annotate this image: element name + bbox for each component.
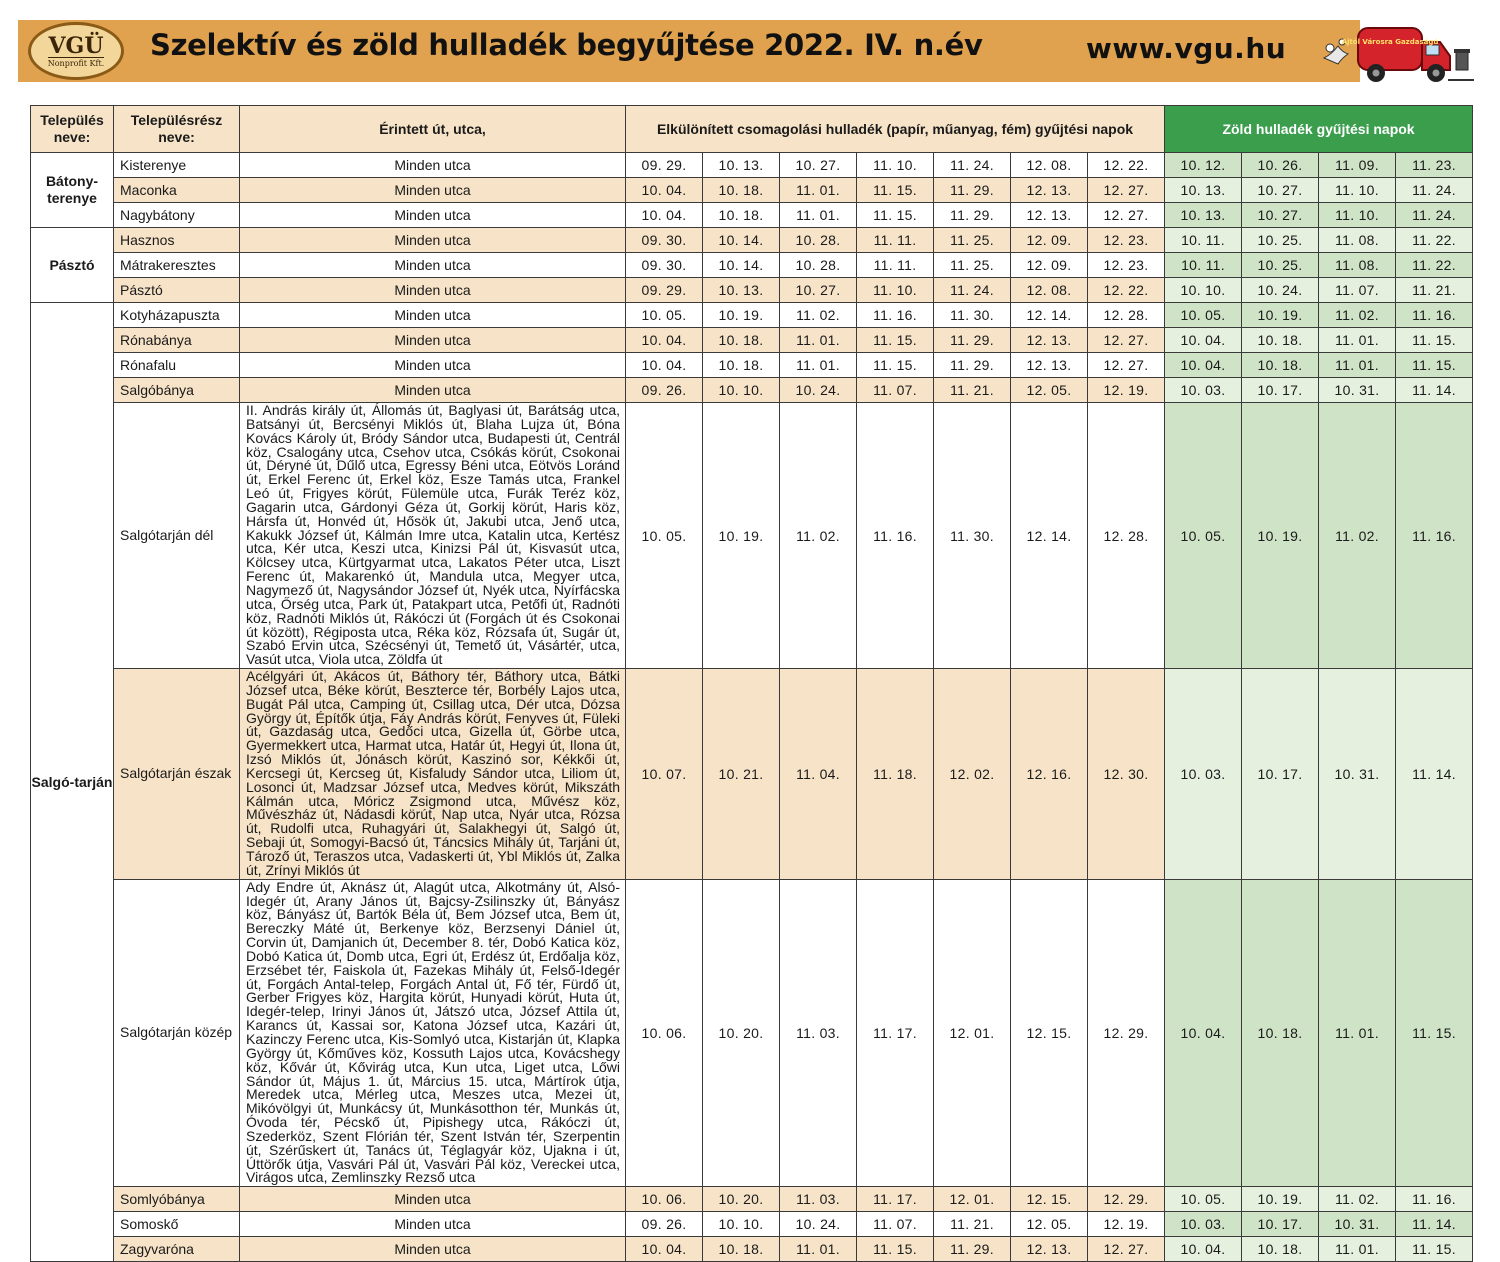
settlement-part-name: Rónafalu bbox=[114, 353, 240, 378]
packaging-collection-date: 12. 29. bbox=[1088, 879, 1165, 1187]
green-collection-date: 11. 24. bbox=[1396, 178, 1473, 203]
green-collection-date: 11. 08. bbox=[1319, 253, 1396, 278]
packaging-collection-date: 11. 25. bbox=[934, 228, 1011, 253]
packaging-collection-date: 09. 26. bbox=[626, 378, 703, 403]
packaging-collection-date: 11. 03. bbox=[780, 879, 857, 1187]
green-collection-date: 10. 31. bbox=[1319, 378, 1396, 403]
packaging-collection-date: 12. 09. bbox=[1011, 253, 1088, 278]
packaging-collection-date: 12. 27. bbox=[1088, 203, 1165, 228]
packaging-collection-date: 11. 15. bbox=[857, 353, 934, 378]
packaging-collection-date: 11. 03. bbox=[780, 1187, 857, 1212]
garbage-truck-icon bbox=[1316, 18, 1476, 86]
packaging-collection-date: 10. 18. bbox=[703, 328, 780, 353]
packaging-collection-date: 12. 27. bbox=[1088, 178, 1165, 203]
header-settlement: Település neve: bbox=[31, 106, 114, 153]
packaging-collection-date: 12. 02. bbox=[934, 669, 1011, 880]
green-collection-date: 10. 19. bbox=[1242, 403, 1319, 669]
table-header-row bbox=[31, 106, 1473, 153]
packaging-collection-date: 10. 10. bbox=[703, 1212, 780, 1237]
packaging-collection-date: 12. 15. bbox=[1011, 1187, 1088, 1212]
green-collection-date: 11. 15. bbox=[1396, 353, 1473, 378]
packaging-collection-date: 12. 14. bbox=[1011, 403, 1088, 669]
packaging-collection-date: 12. 28. bbox=[1088, 403, 1165, 669]
green-collection-date: 10. 13. bbox=[1165, 178, 1242, 203]
packaging-collection-date: 10. 27. bbox=[780, 278, 857, 303]
packaging-collection-date: 10. 20. bbox=[703, 1187, 780, 1212]
packaging-collection-date: 11. 01. bbox=[780, 353, 857, 378]
settlement-part-name: Hasznos bbox=[114, 228, 240, 253]
packaging-collection-date: 11. 04. bbox=[780, 669, 857, 880]
packaging-collection-date: 10. 13. bbox=[703, 153, 780, 178]
settlement-name: Bátony-terenye bbox=[31, 153, 114, 228]
affected-streets: Acélgyári út, Akácos út, Báthory tér, Báthory utca, Bátki József utca, Béke körút, Beszterce tér, Borbély Lajos utca, Bugát Pál utca, Camping út, Csillag utca, Dér utca, Dózsa György út, Építők útja, Fáy András körút, Fenyves út, Füleki út, Gazdaság utca, Gedőci utca, Gizella út, Görbe utca, Gyermekkert utca, Harmat utca, Határ út, Hegyi út, Ilona út, Izsó Miklós út, Jónásch körút, Kaszinó sor, Kékkői út, Kercsegi út, Kercseg út, Kisfaludy Sándor utca, Liliom út, Losonci út, Madzsar József utca, Medves körút, Mikszáth Kálmán utca, Móricz Zsigmond utca, Művész köz, Művészház út, Nádasdi körút, Nap utca, Nyár utca, Rózsa út, Rudolfi utca, Ruhagyári út, Salakhegyi út, Salgó út, Sebaji út, Somogyi-Bacsó út, Táncsics Mihály út, Tarjáni út, Tároző út, Teraszos utca, Vadaskerti út, Ybl Miklós út, Zalka út, Zrínyi Miklós út bbox=[240, 669, 626, 880]
packaging-collection-date: 09. 30. bbox=[626, 228, 703, 253]
packaging-collection-date: 12. 09. bbox=[1011, 228, 1088, 253]
table-row bbox=[31, 203, 1473, 228]
packaging-collection-date: 11. 21. bbox=[934, 378, 1011, 403]
packaging-collection-date: 10. 06. bbox=[626, 879, 703, 1187]
packaging-collection-date: 10. 07. bbox=[626, 669, 703, 880]
packaging-collection-date: 11. 02. bbox=[780, 403, 857, 669]
packaging-collection-date: 11. 11. bbox=[857, 228, 934, 253]
packaging-collection-date: 11. 25. bbox=[934, 253, 1011, 278]
packaging-collection-date: 12. 13. bbox=[1011, 203, 1088, 228]
green-collection-date: 10. 31. bbox=[1319, 669, 1396, 880]
affected-streets: Minden utca bbox=[240, 228, 626, 253]
packaging-collection-date: 10. 06. bbox=[626, 1187, 703, 1212]
green-collection-date: 10. 10. bbox=[1165, 278, 1242, 303]
packaging-collection-date: 11. 10. bbox=[857, 278, 934, 303]
settlement-part-name: Mátrakeresztes bbox=[114, 253, 240, 278]
packaging-collection-date: 11. 02. bbox=[780, 303, 857, 328]
green-collection-date: 11. 02. bbox=[1319, 1187, 1396, 1212]
website-url[interactable]: www.vgu.hu bbox=[1086, 32, 1287, 65]
packaging-collection-date: 10. 13. bbox=[703, 278, 780, 303]
packaging-collection-date: 11. 07. bbox=[857, 378, 934, 403]
packaging-collection-date: 09. 30. bbox=[626, 253, 703, 278]
table-row bbox=[31, 378, 1473, 403]
settlement-part-name: Salgótarján közép bbox=[114, 879, 240, 1187]
settlement-part-name: Nagybátony bbox=[114, 203, 240, 228]
table-row bbox=[31, 1212, 1473, 1237]
packaging-collection-date: 10. 14. bbox=[703, 228, 780, 253]
affected-streets: Minden utca bbox=[240, 1212, 626, 1237]
packaging-collection-date: 11. 29. bbox=[934, 203, 1011, 228]
green-collection-date: 11. 01. bbox=[1319, 353, 1396, 378]
packaging-collection-date: 10. 04. bbox=[626, 328, 703, 353]
packaging-collection-date: 10. 04. bbox=[626, 1237, 703, 1262]
settlement-part-name: Kisterenye bbox=[114, 153, 240, 178]
packaging-collection-date: 12. 01. bbox=[934, 879, 1011, 1187]
packaging-collection-date: 11. 15. bbox=[857, 1237, 934, 1262]
packaging-collection-date: 11. 01. bbox=[780, 328, 857, 353]
packaging-collection-date: 12. 19. bbox=[1088, 1212, 1165, 1237]
green-collection-date: 11. 15. bbox=[1396, 328, 1473, 353]
packaging-collection-date: 10. 14. bbox=[703, 253, 780, 278]
green-collection-date: 11. 16. bbox=[1396, 303, 1473, 328]
green-collection-date: 10. 03. bbox=[1165, 378, 1242, 403]
packaging-collection-date: 11. 17. bbox=[857, 1187, 934, 1212]
green-collection-date: 11. 01. bbox=[1319, 1237, 1396, 1262]
packaging-collection-date: 11. 16. bbox=[857, 403, 934, 669]
packaging-collection-date: 12. 22. bbox=[1088, 278, 1165, 303]
packaging-collection-date: 12. 27. bbox=[1088, 328, 1165, 353]
affected-streets: II. András király út, Állomás út, Baglyasi út, Barátság utca, Batsányi út, Bercsényi Miklós út, Blaha Lujza út, Bóna Kovács Károly út, Bródy Sándor utca, Budapesti út, Centrál köz, Csalogány utca, Csehov utca, Csókás körút, Csokonai út, Déryné út, Dűlő utca, Egressy Béni utca, Eötvös Loránd út, Erkel Ferenc út, Erkel köz, Esze Tamás utca, Frankel Leó út, Frigyes körút, Fülemüle utca, Furák Teréz köz, Gagarin utca, Gárdonyi Géza út, Gorkij körút, Haris köz, Hársfa út, Honvéd út, Hősök út, Jakubi utca, Jenő utca, Kakukk József út, Kálmán Imre utca, Katalin utca, Kertész utca, Kér utca, Keszi utca, Kinizsi Pál út, Kisvasút utca, Kölcsey utca, Kürtgyarmat utca, Lakatos Péter utca, Liszt Ferenc út, Makarenkó út, Mandula utca, Megyer utca, Nagymező út, Nagysándor József út, Nyék utca, Nyírfácska utca, Őrség utca, Park út, Patakpart utca, Petőfi út, Radnóti köz, Radnóti Miklós út, Rákóczi út (Forgách út és Csokonai út között), Régiposta utca, Réka köz, Rózsafa út, Sugár út, Szabó Ervin utca, Szécsényi út, Temető út, Vásártér, utca, Vasút utca, Viola utca, Zöldfa út bbox=[240, 403, 626, 669]
green-collection-date: 10. 27. bbox=[1242, 203, 1319, 228]
packaging-collection-date: 11. 01. bbox=[780, 203, 857, 228]
green-collection-date: 11. 14. bbox=[1396, 1212, 1473, 1237]
green-collection-date: 11. 10. bbox=[1319, 203, 1396, 228]
green-collection-date: 11. 07. bbox=[1319, 278, 1396, 303]
settlement-part-name: Maconka bbox=[114, 178, 240, 203]
green-collection-date: 10. 13. bbox=[1165, 203, 1242, 228]
logo-text: VGÜ bbox=[48, 32, 104, 59]
truck-text: Ajtól Városra Gazdaságú bbox=[1341, 38, 1439, 46]
packaging-collection-date: 12. 19. bbox=[1088, 378, 1165, 403]
settlement-part-name: Zagyvaróna bbox=[114, 1237, 240, 1262]
green-collection-date: 11. 02. bbox=[1319, 403, 1396, 669]
affected-streets: Minden utca bbox=[240, 153, 626, 178]
packaging-collection-date: 12. 27. bbox=[1088, 353, 1165, 378]
table-row bbox=[31, 1187, 1473, 1212]
packaging-collection-date: 12. 08. bbox=[1011, 153, 1088, 178]
green-collection-date: 10. 05. bbox=[1165, 403, 1242, 669]
packaging-collection-date: 12. 23. bbox=[1088, 228, 1165, 253]
packaging-collection-date: 11. 21. bbox=[934, 1212, 1011, 1237]
green-collection-date: 10. 05. bbox=[1165, 303, 1242, 328]
settlement-part-name: Rónabánya bbox=[114, 328, 240, 353]
green-collection-date: 10. 25. bbox=[1242, 228, 1319, 253]
green-collection-date: 11. 01. bbox=[1319, 879, 1396, 1187]
green-collection-date: 10. 03. bbox=[1165, 669, 1242, 880]
packaging-collection-date: 10. 10. bbox=[703, 378, 780, 403]
affected-streets: Minden utca bbox=[240, 328, 626, 353]
packaging-collection-date: 11. 11. bbox=[857, 253, 934, 278]
packaging-collection-date: 10. 04. bbox=[626, 353, 703, 378]
green-collection-date: 10. 19. bbox=[1242, 303, 1319, 328]
table-row bbox=[31, 278, 1473, 303]
packaging-collection-date: 11. 01. bbox=[780, 178, 857, 203]
packaging-collection-date: 12. 15. bbox=[1011, 879, 1088, 1187]
packaging-collection-date: 10. 18. bbox=[703, 353, 780, 378]
packaging-collection-date: 10. 20. bbox=[703, 879, 780, 1187]
green-collection-date: 11. 22. bbox=[1396, 253, 1473, 278]
affected-streets: Minden utca bbox=[240, 1237, 626, 1262]
green-collection-date: 10. 24. bbox=[1242, 278, 1319, 303]
settlement-name: Pásztó bbox=[31, 228, 114, 303]
green-collection-date: 10. 17. bbox=[1242, 1212, 1319, 1237]
packaging-collection-date: 12. 14. bbox=[1011, 303, 1088, 328]
green-collection-date: 10. 11. bbox=[1165, 253, 1242, 278]
green-collection-date: 10. 18. bbox=[1242, 1237, 1319, 1262]
packaging-collection-date: 12. 01. bbox=[934, 1187, 1011, 1212]
packaging-collection-date: 09. 29. bbox=[626, 278, 703, 303]
green-collection-date: 11. 15. bbox=[1396, 1237, 1473, 1262]
packaging-collection-date: 10. 21. bbox=[703, 669, 780, 880]
packaging-collection-date: 10. 05. bbox=[626, 303, 703, 328]
packaging-collection-date: 10. 18. bbox=[703, 178, 780, 203]
affected-streets: Minden utca bbox=[240, 353, 626, 378]
header-settlement-part: Településrész neve: bbox=[114, 106, 240, 153]
packaging-collection-date: 12. 29. bbox=[1088, 1187, 1165, 1212]
packaging-collection-date: 10. 24. bbox=[780, 378, 857, 403]
packaging-collection-date: 12. 13. bbox=[1011, 1237, 1088, 1262]
affected-streets: Ady Endre út, Aknász út, Alagút utca, Alkotmány út, Alsó-Idegér út, Arany János út, Bajcsy-Zsilinszky út, Bányász köz, Bányász út, Bartók Béla út, Bem József utca, Bem út, Bereczky Máté út, Berkenye köz, Berzsenyi Dániel út, Corvin út, Damjanich út, December 8. tér, Dobó Katica köz, Dobó Katica út, Domb utca, Egri út, Erdész út, Erdőalja köz, Erzsébet tér, Faiskola út, Fazekas Mihály út, Felső-Idegér út, Forgách Antal-telep, Forgách Antal út, Fő tér, Fürdő út, Gerber Frigyes köz, Hargita körút, Hunyadi körút, Huta út, Idegér-telep, Irinyi János út, Játszó utca, József Attila út, Karancs út, Kassai sor, Katona József utca, Kazári út, Kazinczy Ferenc utca, Kis-Somlyó utca, Kistarján út, Klapka György út, Kőműves köz, Kossuth Lajos utca, Kovácshegy köz, Kővár út, Kővirág utca, Kun utca, Liget utca, Lőwi Sándor út, Május 1. út, Március 15. utca, Mártírok útja, Meredek utca, Mérleg utca, Meszes utca, Mezei út, Mikóvölgyi út, Munkácsy út, Munkásotthon tér, Munkás út, Óvoda tér, Pécskő út, Pipishegy utca, Rákóczi út, Szederköz, Szent Flórián tér, Szent István tér, Szerpentin út, Szérűskert út, Tanács út, Téglagyár köz, Ujakna i út, Úttörők útja, Vasvári Pál út, Vasvári Pál köz, Vereckei utca, Virágos utca, Zemlinszky Rezső utca bbox=[240, 879, 626, 1187]
green-collection-date: 11. 24. bbox=[1396, 203, 1473, 228]
table-row bbox=[31, 669, 1473, 880]
table-row bbox=[31, 879, 1473, 1187]
collection-schedule-table bbox=[30, 105, 1473, 1262]
packaging-collection-date: 11. 24. bbox=[934, 278, 1011, 303]
green-collection-date: 10. 04. bbox=[1165, 1237, 1242, 1262]
packaging-collection-date: 12. 28. bbox=[1088, 303, 1165, 328]
packaging-collection-date: 10. 27. bbox=[780, 153, 857, 178]
packaging-collection-date: 11. 29. bbox=[934, 1237, 1011, 1262]
header-packaging-days: Elkülönített csomagolási hulladék (papír, műanyag, fém) gyűjtési napok bbox=[626, 106, 1165, 153]
packaging-collection-date: 11. 07. bbox=[857, 1212, 934, 1237]
table-row bbox=[31, 178, 1473, 203]
table-row bbox=[31, 328, 1473, 353]
green-collection-date: 10. 26. bbox=[1242, 153, 1319, 178]
packaging-collection-date: 12. 23. bbox=[1088, 253, 1165, 278]
green-collection-date: 11. 08. bbox=[1319, 228, 1396, 253]
green-collection-date: 11. 14. bbox=[1396, 669, 1473, 880]
packaging-collection-date: 11. 15. bbox=[857, 178, 934, 203]
vgu-logo-icon bbox=[28, 22, 124, 80]
settlement-part-name: Somoskő bbox=[114, 1212, 240, 1237]
settlement-part-name: Pásztó bbox=[114, 278, 240, 303]
packaging-collection-date: 10. 24. bbox=[780, 1212, 857, 1237]
table-row bbox=[31, 303, 1473, 328]
page-title: Szelektív és zöld hulladék begyűjtése 2022. IV. n.év bbox=[150, 28, 983, 62]
affected-streets: Minden utca bbox=[240, 203, 626, 228]
green-collection-date: 10. 04. bbox=[1165, 879, 1242, 1187]
packaging-collection-date: 11. 30. bbox=[934, 303, 1011, 328]
packaging-collection-date: 11. 15. bbox=[857, 328, 934, 353]
packaging-collection-date: 10. 19. bbox=[703, 403, 780, 669]
packaging-collection-date: 11. 18. bbox=[857, 669, 934, 880]
green-collection-date: 10. 04. bbox=[1165, 328, 1242, 353]
packaging-collection-date: 11. 10. bbox=[857, 153, 934, 178]
affected-streets: Minden utca bbox=[240, 378, 626, 403]
packaging-collection-date: 11. 24. bbox=[934, 153, 1011, 178]
green-collection-date: 10. 18. bbox=[1242, 879, 1319, 1187]
affected-streets: Minden utca bbox=[240, 278, 626, 303]
packaging-collection-date: 12. 05. bbox=[1011, 378, 1088, 403]
packaging-collection-date: 10. 18. bbox=[703, 1237, 780, 1262]
packaging-collection-date: 10. 04. bbox=[626, 178, 703, 203]
packaging-collection-date: 11. 01. bbox=[780, 1237, 857, 1262]
green-collection-date: 11. 02. bbox=[1319, 303, 1396, 328]
packaging-collection-date: 11. 29. bbox=[934, 178, 1011, 203]
header-green-days: Zöld hulladék gyűjtési napok bbox=[1165, 106, 1473, 153]
packaging-collection-date: 10. 05. bbox=[626, 403, 703, 669]
packaging-collection-date: 10. 18. bbox=[703, 203, 780, 228]
packaging-collection-date: 12. 13. bbox=[1011, 178, 1088, 203]
green-collection-date: 10. 18. bbox=[1242, 353, 1319, 378]
settlement-part-name: Salgóbánya bbox=[114, 378, 240, 403]
packaging-collection-date: 11. 15. bbox=[857, 203, 934, 228]
settlement-part-name: Kotyházapuszta bbox=[114, 303, 240, 328]
settlement-part-name: Somlyóbánya bbox=[114, 1187, 240, 1212]
green-collection-date: 10. 03. bbox=[1165, 1212, 1242, 1237]
packaging-collection-date: 11. 30. bbox=[934, 403, 1011, 669]
affected-streets: Minden utca bbox=[240, 303, 626, 328]
table-row bbox=[31, 353, 1473, 378]
green-collection-date: 10. 05. bbox=[1165, 1187, 1242, 1212]
green-collection-date: 11. 09. bbox=[1319, 153, 1396, 178]
packaging-collection-date: 12. 22. bbox=[1088, 153, 1165, 178]
green-collection-date: 11. 16. bbox=[1396, 1187, 1473, 1212]
table-row bbox=[31, 153, 1473, 178]
packaging-collection-date: 10. 19. bbox=[703, 303, 780, 328]
packaging-collection-date: 09. 26. bbox=[626, 1212, 703, 1237]
green-collection-date: 10. 18. bbox=[1242, 328, 1319, 353]
packaging-collection-date: 10. 28. bbox=[780, 228, 857, 253]
packaging-collection-date: 12. 13. bbox=[1011, 328, 1088, 353]
table-row bbox=[31, 403, 1473, 669]
green-collection-date: 10. 04. bbox=[1165, 353, 1242, 378]
table-row bbox=[31, 253, 1473, 278]
green-collection-date: 11. 14. bbox=[1396, 378, 1473, 403]
packaging-collection-date: 12. 13. bbox=[1011, 353, 1088, 378]
green-collection-date: 10. 25. bbox=[1242, 253, 1319, 278]
green-collection-date: 11. 23. bbox=[1396, 153, 1473, 178]
packaging-collection-date: 12. 16. bbox=[1011, 669, 1088, 880]
green-collection-date: 11. 21. bbox=[1396, 278, 1473, 303]
affected-streets: Minden utca bbox=[240, 253, 626, 278]
affected-streets: Minden utca bbox=[240, 1187, 626, 1212]
green-collection-date: 10. 17. bbox=[1242, 378, 1319, 403]
green-collection-date: 10. 11. bbox=[1165, 228, 1242, 253]
green-collection-date: 11. 22. bbox=[1396, 228, 1473, 253]
table-row bbox=[31, 228, 1473, 253]
settlement-name: Salgó-tarján bbox=[31, 303, 114, 1262]
packaging-collection-date: 09. 29. bbox=[626, 153, 703, 178]
packaging-collection-date: 10. 28. bbox=[780, 253, 857, 278]
packaging-collection-date: 11. 17. bbox=[857, 879, 934, 1187]
packaging-collection-date: 11. 29. bbox=[934, 353, 1011, 378]
green-collection-date: 10. 12. bbox=[1165, 153, 1242, 178]
green-collection-date: 10. 31. bbox=[1319, 1212, 1396, 1237]
packaging-collection-date: 12. 05. bbox=[1011, 1212, 1088, 1237]
packaging-collection-date: 12. 27. bbox=[1088, 1237, 1165, 1262]
packaging-collection-date: 12. 30. bbox=[1088, 669, 1165, 880]
green-collection-date: 11. 16. bbox=[1396, 403, 1473, 669]
green-collection-date: 10. 17. bbox=[1242, 669, 1319, 880]
settlement-part-name: Salgótarján észak bbox=[114, 669, 240, 880]
packaging-collection-date: 10. 04. bbox=[626, 203, 703, 228]
packaging-collection-date: 11. 29. bbox=[934, 328, 1011, 353]
packaging-collection-date: 11. 16. bbox=[857, 303, 934, 328]
green-collection-date: 11. 15. bbox=[1396, 879, 1473, 1187]
logo-subtext: Nonprofit Kft. bbox=[47, 58, 105, 68]
table-row bbox=[31, 1237, 1473, 1262]
header-streets: Érintett út, utca, bbox=[240, 106, 626, 153]
green-collection-date: 10. 19. bbox=[1242, 1187, 1319, 1212]
packaging-collection-date: 12. 08. bbox=[1011, 278, 1088, 303]
settlement-part-name: Salgótarján dél bbox=[114, 403, 240, 669]
green-collection-date: 11. 10. bbox=[1319, 178, 1396, 203]
green-collection-date: 10. 27. bbox=[1242, 178, 1319, 203]
green-collection-date: 11. 01. bbox=[1319, 328, 1396, 353]
affected-streets: Minden utca bbox=[240, 178, 626, 203]
